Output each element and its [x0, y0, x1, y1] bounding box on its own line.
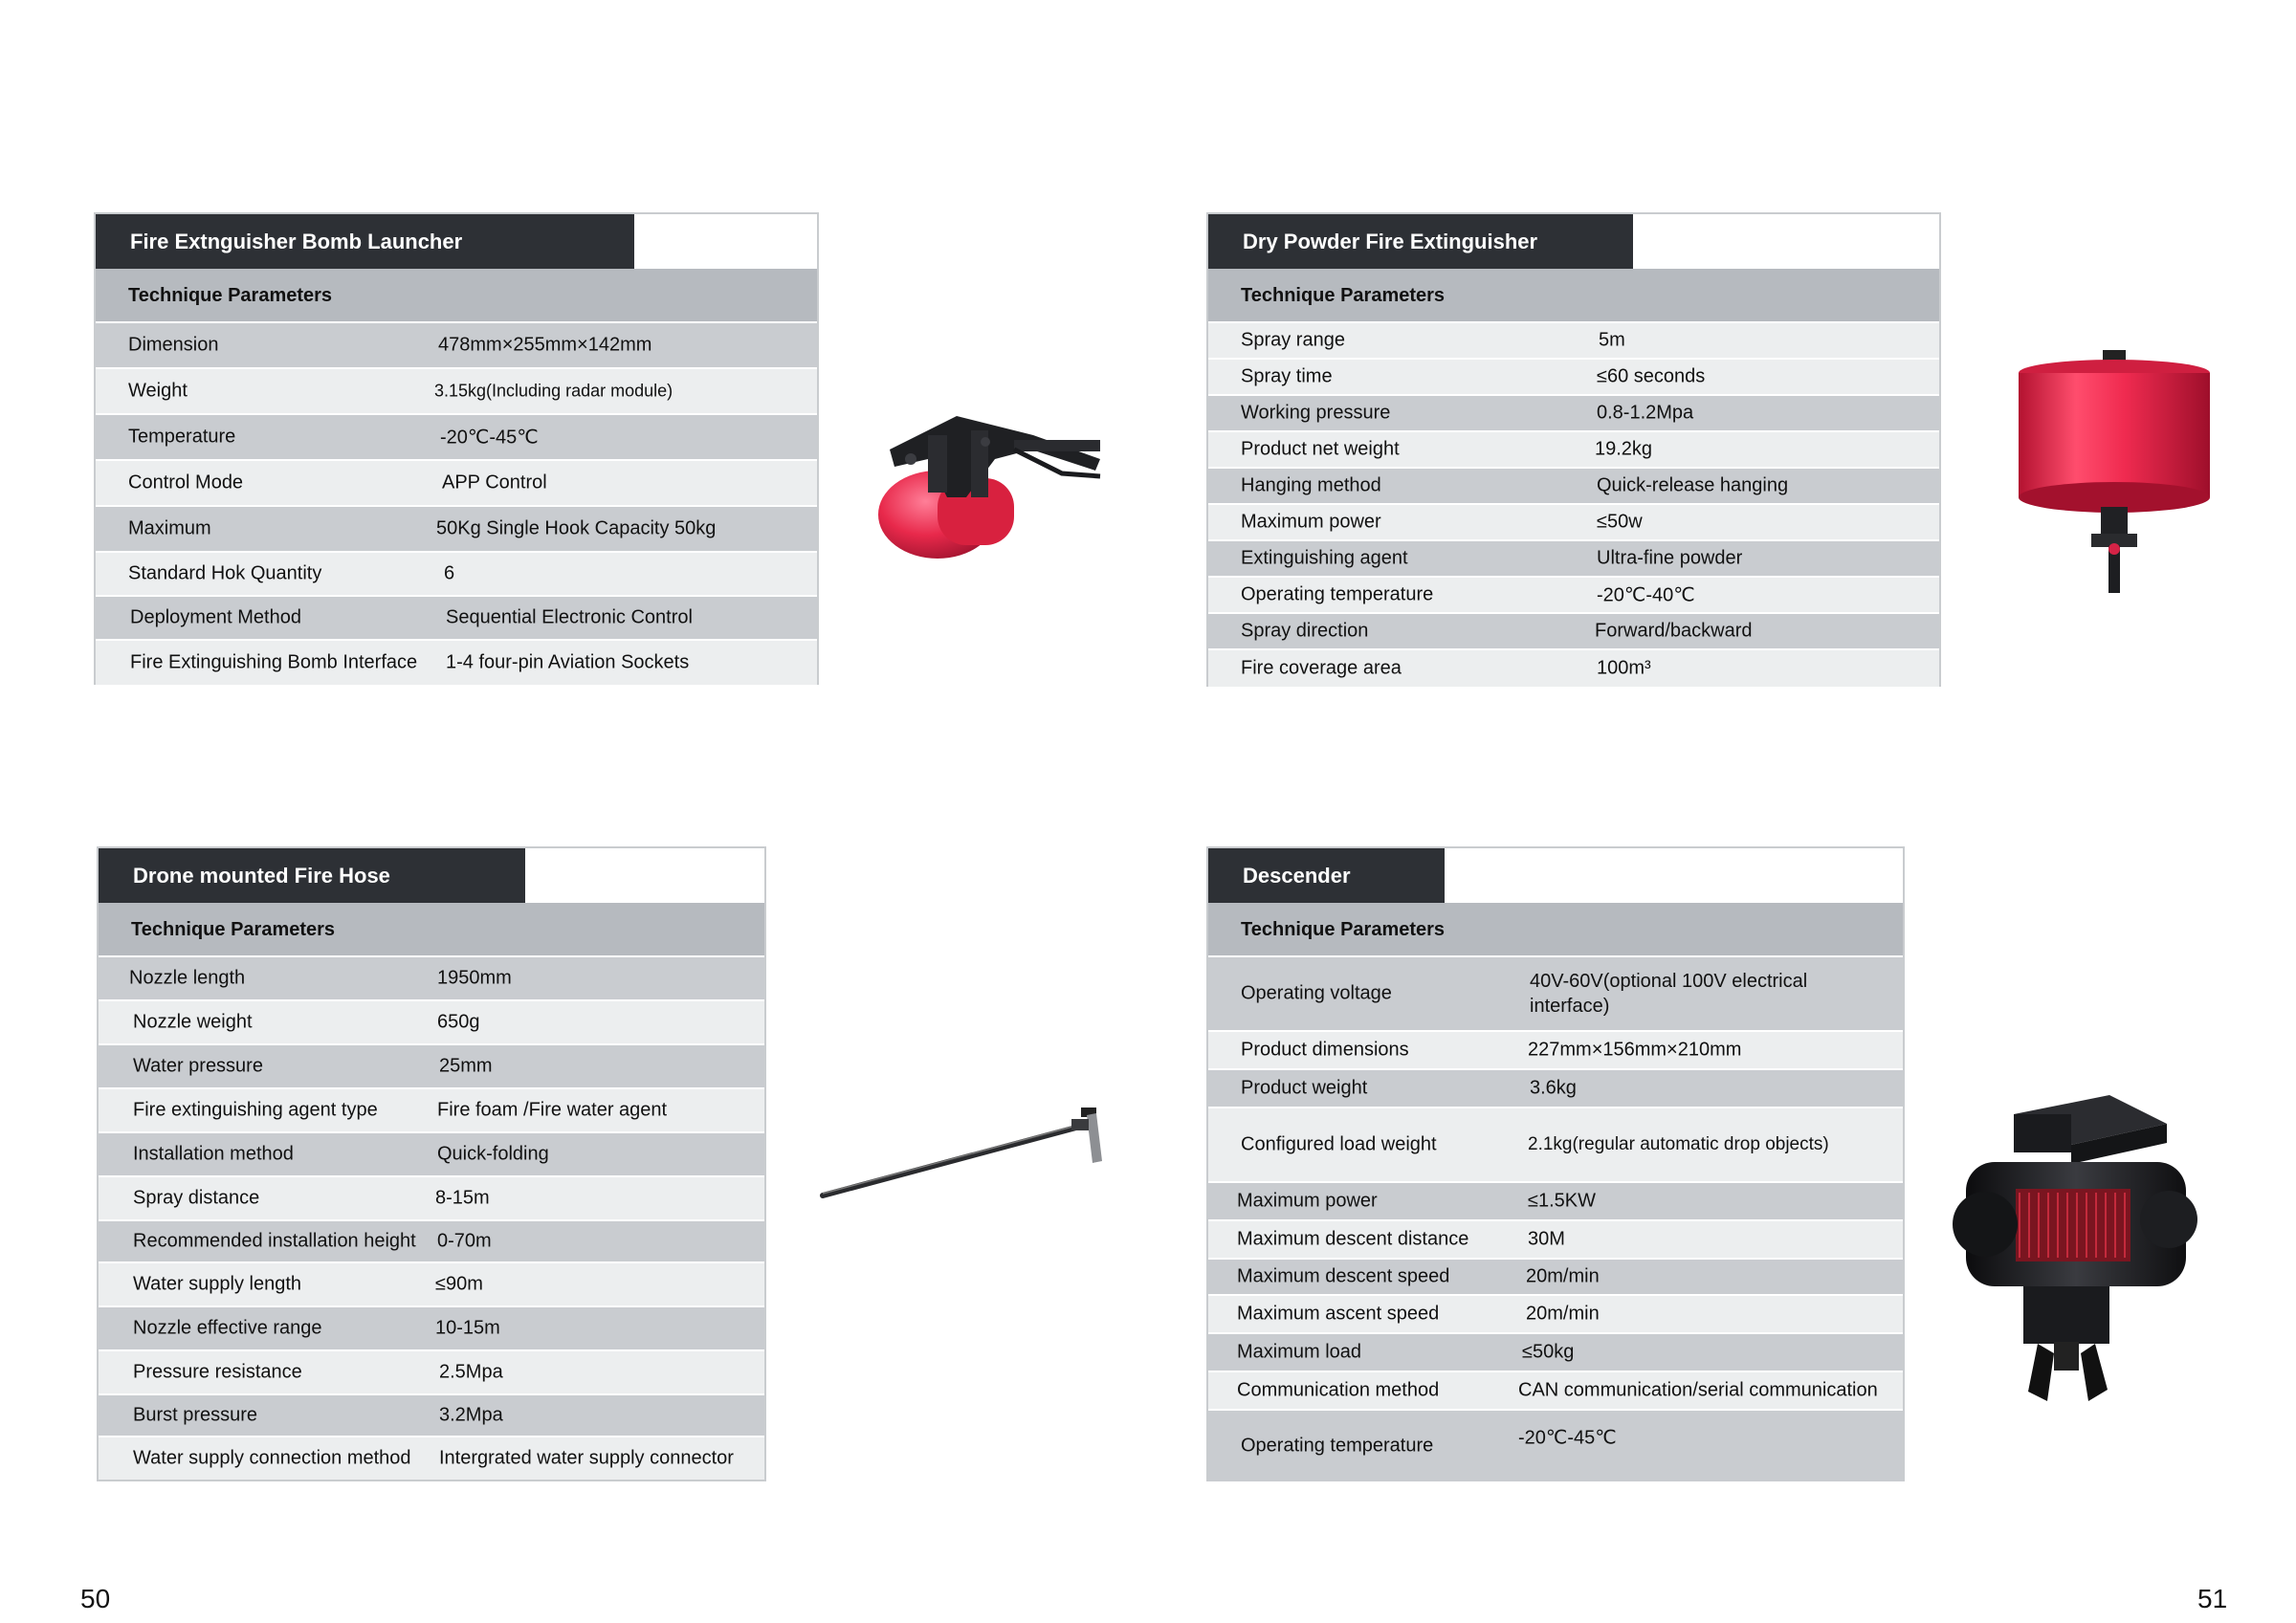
spec-row	[1208, 1372, 1903, 1411]
spec-value: 10-15m	[435, 1317, 500, 1339]
spec-value: 20m/min	[1526, 1265, 1600, 1287]
spec-row	[1208, 614, 1939, 650]
spec-key: Water supply connection method	[133, 1447, 411, 1469]
spec-row	[96, 369, 817, 415]
spec-value: 100m³	[1597, 657, 1651, 679]
spec-key: Recommended installation height	[133, 1230, 416, 1252]
spec-value: CAN communication/serial communication	[1518, 1379, 1878, 1401]
parameters-header: Technique Parameters	[1208, 269, 1939, 323]
spec-row	[1208, 1108, 1903, 1183]
spec-row	[99, 1307, 764, 1351]
spec-row	[99, 1395, 764, 1437]
spec-key: Pressure resistance	[133, 1361, 302, 1383]
spec-value: -20℃-45℃	[1518, 1427, 1617, 1449]
spec-key: Standard Hok Quantity	[128, 562, 322, 584]
spec-panel-fire-hose	[97, 846, 766, 1481]
spec-value: 478mm×255mm×142mm	[438, 334, 652, 356]
spec-value: 5m	[1599, 329, 1625, 351]
spec-row	[96, 415, 817, 461]
spec-row	[99, 1177, 764, 1221]
spec-key: Maximum	[128, 517, 211, 539]
spec-row	[1208, 469, 1939, 505]
spec-value: Quick-release hanging	[1597, 474, 1789, 496]
spec-value: Fire foam /Fire water agent	[437, 1099, 668, 1121]
spec-key: Fire coverage area	[1241, 657, 1402, 679]
spec-key: Temperature	[128, 426, 236, 448]
spec-value: Ultra-fine powder	[1597, 547, 1743, 569]
spec-value: 0-70m	[437, 1230, 492, 1252]
spec-panel-descender	[1206, 846, 1905, 1481]
page-number-right: 51	[2197, 1584, 2228, 1613]
spec-key: Water supply length	[133, 1273, 302, 1295]
spec-key: Operating temperature	[1241, 1435, 1434, 1457]
spec-value: 3.15kg(Including radar module)	[434, 381, 673, 401]
spec-key: Spray direction	[1241, 620, 1369, 642]
bomb-launcher-image	[871, 392, 1110, 574]
spec-value: 2.1kg(regular automatic drop objects)	[1528, 1134, 1829, 1154]
panel-title: Drone mounted Fire Hose	[99, 848, 525, 903]
spec-value: 1950mm	[437, 967, 512, 989]
spec-key: Nozzle weight	[133, 1011, 253, 1033]
spec-row	[99, 957, 764, 1001]
spec-row	[96, 553, 817, 597]
spec-row	[99, 1089, 764, 1133]
spec-key: Spray range	[1241, 329, 1345, 351]
spec-key: Product dimensions	[1241, 1039, 1409, 1061]
spec-value: Intergrated water supply connector	[439, 1447, 734, 1469]
spec-value: 50Kg Single Hook Capacity 50kg	[436, 517, 717, 539]
spec-row	[1208, 432, 1939, 469]
spec-value: 6	[444, 562, 455, 584]
spec-key: Product net weight	[1241, 438, 1400, 460]
spec-value: ≤50w	[1597, 511, 1643, 533]
spec-key: Configured load weight	[1241, 1133, 1437, 1155]
spec-row	[99, 1351, 764, 1395]
spec-key: Maximum power	[1241, 511, 1381, 533]
spec-value: ≤50kg	[1522, 1341, 1575, 1363]
spec-value: Sequential Electronic Control	[446, 606, 693, 628]
spec-row	[96, 461, 817, 507]
fire-hose-image	[813, 1090, 1119, 1205]
spec-value: 19.2kg	[1595, 438, 1653, 460]
spec-value: ≤90m	[435, 1273, 483, 1295]
spec-row	[1208, 1296, 1903, 1334]
spec-panel-dry-powder	[1206, 212, 1941, 687]
spec-row	[1208, 578, 1939, 614]
dry-powder-extinguisher-image	[1999, 344, 2229, 603]
parameters-header: Technique Parameters	[1208, 903, 1903, 957]
spec-row	[1208, 957, 1903, 1032]
spec-value: 227mm×156mm×210mm	[1528, 1039, 1742, 1061]
spec-key: Deployment Method	[130, 606, 301, 628]
spec-row	[99, 1221, 764, 1263]
spec-key: Maximum power	[1237, 1190, 1378, 1212]
spec-key: Communication method	[1237, 1379, 1440, 1401]
spec-table	[96, 323, 817, 683]
spec-row	[1208, 1183, 1903, 1221]
spec-key: Working pressure	[1241, 402, 1391, 424]
spec-value: ≤1.5KW	[1528, 1190, 1596, 1212]
spec-key: Maximum load	[1237, 1341, 1362, 1363]
spec-table	[1208, 323, 1939, 685]
spec-row	[96, 323, 817, 369]
spec-value: Quick-folding	[437, 1143, 549, 1165]
spec-key: Spray distance	[133, 1187, 260, 1209]
spec-row	[99, 1045, 764, 1089]
spec-row	[96, 641, 817, 685]
spec-panel-bomb-launcher	[94, 212, 819, 685]
spec-row	[96, 597, 817, 641]
spec-row	[1208, 1221, 1903, 1260]
page-number-left: 50	[80, 1584, 111, 1613]
spec-key: Fire extinguishing agent type	[133, 1099, 378, 1121]
spec-value: 1-4 four-pin Aviation Sockets	[446, 651, 690, 673]
spec-value: Forward/backward	[1595, 620, 1753, 642]
spec-row	[1208, 323, 1939, 360]
spec-value: 0.8-1.2Mpa	[1597, 402, 1694, 424]
spec-key: Spray time	[1241, 365, 1333, 387]
spec-key: Hanging method	[1241, 474, 1381, 496]
spec-value: 3.2Mpa	[439, 1404, 503, 1426]
spec-row	[1208, 360, 1939, 396]
spec-key: Burst pressure	[133, 1404, 258, 1426]
spec-key: Maximum ascent speed	[1237, 1303, 1440, 1325]
spec-key: Installation method	[133, 1143, 294, 1165]
spec-key: Control Mode	[128, 472, 244, 493]
spec-value: APP Control	[442, 472, 547, 493]
spec-value: 2.5Mpa	[439, 1361, 503, 1383]
spec-value: 25mm	[439, 1055, 493, 1077]
spec-value: 30M	[1528, 1228, 1565, 1250]
spec-row	[1208, 1032, 1903, 1070]
spec-value: 3.6kg	[1530, 1077, 1577, 1099]
parameters-header: Technique Parameters	[96, 269, 817, 323]
panel-title: Dry Powder Fire Extinguisher	[1208, 214, 1633, 269]
spec-table	[1208, 957, 1903, 1480]
panel-title: Fire Extnguisher Bomb Launcher	[96, 214, 634, 269]
spec-row	[99, 1263, 764, 1307]
spec-key: Fire Extinguishing Bomb Interface	[130, 651, 418, 673]
spec-row	[1208, 541, 1939, 578]
spec-value: -20℃-45℃	[440, 427, 539, 449]
spec-row	[1208, 1334, 1903, 1372]
descender-image	[1947, 1086, 2205, 1420]
spec-value: 40V-60V(optional 100V electrical interface)	[1530, 971, 1808, 1017]
spec-key: Operating voltage	[1241, 982, 1392, 1004]
spec-key: Water pressure	[133, 1055, 263, 1077]
spec-key: Weight	[128, 380, 188, 402]
spec-row	[1208, 1260, 1903, 1296]
spec-key: Nozzle length	[129, 967, 246, 989]
spec-value: -20℃-40℃	[1597, 584, 1695, 606]
spec-row	[99, 1001, 764, 1045]
spec-row	[1208, 396, 1939, 432]
spec-row	[1208, 505, 1939, 541]
spec-row	[1208, 1070, 1903, 1108]
spec-key: Product weight	[1241, 1077, 1368, 1099]
spec-value: 20m/min	[1526, 1303, 1600, 1325]
spec-table	[99, 957, 764, 1480]
spec-key: Operating temperature	[1241, 583, 1434, 605]
panel-title: Descender	[1208, 848, 1445, 903]
parameters-header: Technique Parameters	[99, 903, 764, 957]
spec-row	[99, 1133, 764, 1177]
spec-key: Nozzle effective range	[133, 1317, 322, 1339]
spec-row	[1208, 1411, 1903, 1481]
spec-value: 8-15m	[435, 1187, 490, 1209]
spec-row	[96, 507, 817, 553]
spec-value: 650g	[437, 1011, 480, 1033]
spec-key: Dimension	[128, 334, 219, 356]
spec-row	[1208, 650, 1939, 687]
spec-key: Maximum descent distance	[1237, 1228, 1469, 1250]
spec-key: Extinguishing agent	[1241, 547, 1408, 569]
spec-value: ≤60 seconds	[1597, 365, 1706, 387]
spec-key: Maximum descent speed	[1237, 1265, 1450, 1287]
spec-row	[99, 1437, 764, 1480]
